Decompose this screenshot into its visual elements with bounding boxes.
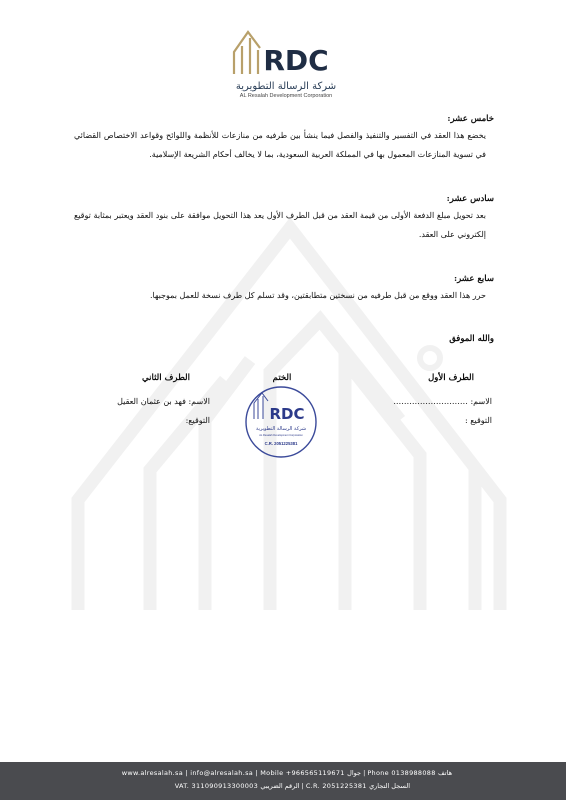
clause-title: خامس عشر:	[447, 114, 494, 124]
name-label: الاسم:	[188, 397, 210, 406]
seal-block	[262, 373, 302, 383]
footer-contact-line: www.alresalah.sa | info@alresalah.sa | Mobile +966565119671 جوال | Phone 0138988088 هاتف	[121, 769, 452, 777]
stamp-letters: RDC	[269, 405, 305, 423]
name-value: فهد بن عثمان العقيل	[117, 397, 186, 406]
clause-15	[74, 112, 494, 164]
name-value: ……………………….	[393, 397, 468, 406]
signature-label: التوقيع:	[185, 416, 210, 425]
second-party-name-row	[92, 397, 210, 406]
clause-17	[74, 272, 494, 305]
closing-phrase: والله الموفق	[449, 334, 494, 344]
logo-mark	[226, 24, 346, 80]
company-name-ar: شركة الرسالة التطويرية	[235, 81, 337, 92]
stamp-cr: C.R. 2051225381	[264, 441, 298, 446]
footer-registration-line: VAT. 311090913300003 الرقم الضريبي | C.R. 2051225381 السجل التجاري	[174, 782, 410, 790]
logo-letters: RDC	[263, 44, 329, 77]
second-party-block	[92, 373, 210, 425]
signature-label: التوقيع :	[465, 416, 492, 425]
stamp-name-ar: شركة الرسالة التطويرية	[255, 426, 307, 432]
company-logo	[226, 24, 346, 104]
first-party-title: الطرف الأول	[428, 373, 474, 383]
stamp-name-en: AL Resalah Development Corporation	[259, 434, 303, 437]
company-stamp	[244, 385, 318, 459]
clause-body: يخضع هذا العقد في التفسير والتنفيذ والفصل فيما ينشأ بين طرفيه من منازعات للأنظمة واللوائح وقواعد الاختصاص القضائي في تسوية المنازعات المعمول بها في المملكة العربية السعودية، بما لا يخالف أحكام الشريعة الإسلامية.	[74, 131, 486, 159]
clause-16	[74, 192, 494, 244]
second-party-title: الطرف الثاني	[142, 373, 190, 383]
clause-body: حرر هذا العقد ووقع من قبل طرفيه من نسختين متطابقتين، وقد تسلم كل طرف نسخة للعمل بموجبها.	[149, 291, 486, 300]
first-party-name-row	[342, 397, 492, 406]
first-party-block	[342, 373, 492, 425]
name-label: الاسم:	[470, 397, 492, 406]
seal-title: الختم	[272, 373, 292, 383]
clause-body: بعد تحويل مبلغ الدفعة الأولى من قيمة العقد من قبل الطرف الأول يعد هذا التحويل موافقة على بنود العقد ويعتبر بمثابة توقيع إلكتروني على العقد.	[74, 211, 486, 239]
clause-title: سابع عشر:	[453, 274, 494, 284]
footer-bar	[0, 762, 566, 800]
company-name-en: AL Resalah Development Corporation	[239, 93, 333, 99]
clause-title: سادس عشر:	[446, 194, 494, 204]
